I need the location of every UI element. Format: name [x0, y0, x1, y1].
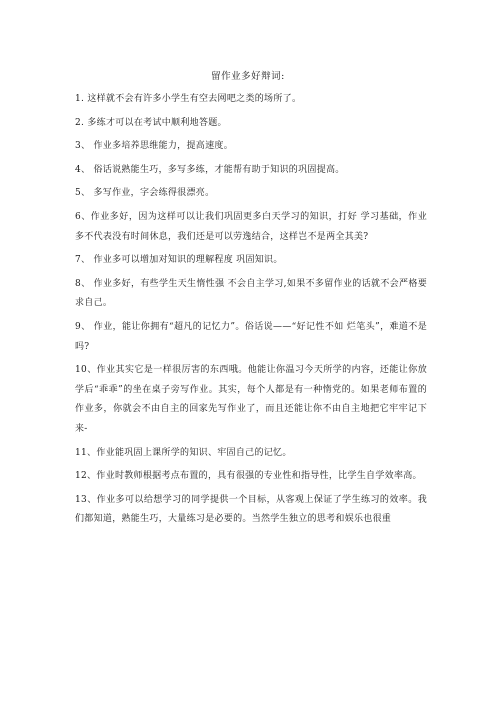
document-title: 留作业多好辩词:	[211, 71, 285, 82]
paragraph-13: 13、作业多可以给想学习的同学提供一个目标，从客观上保证了学生练习的效率。我们都知道，熟能生巧，大量练习是必要的。当然学生独立的思考和娱乐也很重	[75, 494, 427, 525]
paragraph-11: 11、作业能巩固上课所学的知识、牢固自己的记忆。	[75, 447, 292, 458]
paragraph-6: 6、作业多好，因为这样可以让我们巩固更多白天学习的知识，打好 学习基础，作业多不代表没有时间休息，我们还是可以劳逸结合，这样岂不是两全其美?	[75, 211, 427, 242]
document-body	[75, 90, 427, 534]
paragraph-1: 1. 这样就不会有许多小学生有空去网吧之类的场所了。	[75, 94, 302, 104]
paragraph-10: 10、作业其实它是一样很厉害的东西哦。他能让你温习今天所学的内容，还能让你放学后“乖乖”的坐在桌子旁写作业。其实，每个人都是有一种惰党的。如果老师布置的作业多，你就会不由自主的回家先写作业了，而且还能让你不由自主地把它牢牢记下来-	[75, 365, 427, 434]
paragraph-7: 7、 作业多可以增加对知识的理解程度 巩固知识。	[75, 255, 283, 266]
paragraph-12: 12、作业时教师根据考点布置的，具有很强的专业性和指导性，比学生自学效率高。	[75, 471, 422, 482]
paragraph-5: 5、 多写作业，字会练得很漂亮。	[75, 188, 215, 199]
paragraph-3: 3、 作业多培养思维能力，提高速度。	[75, 141, 233, 152]
paragraph-8: 8、 作业多好，有些学生天生惰性强 不会自主学习,如果不多留作业的话就不会严格要求自己。	[75, 278, 427, 309]
paragraph-9: 9、 作业，能让你拥有“超凡的记忆力”。俗话说——“好记性不如 烂笔头”，难道不是吗?	[75, 321, 427, 352]
paragraph-4: 4、 俗话说熟能生巧，多写多练，才能帮有助于知识的巩固提高。	[75, 164, 345, 175]
paragraph-2: 2. 多练才可以在考试中顺利地答题。	[75, 117, 227, 128]
